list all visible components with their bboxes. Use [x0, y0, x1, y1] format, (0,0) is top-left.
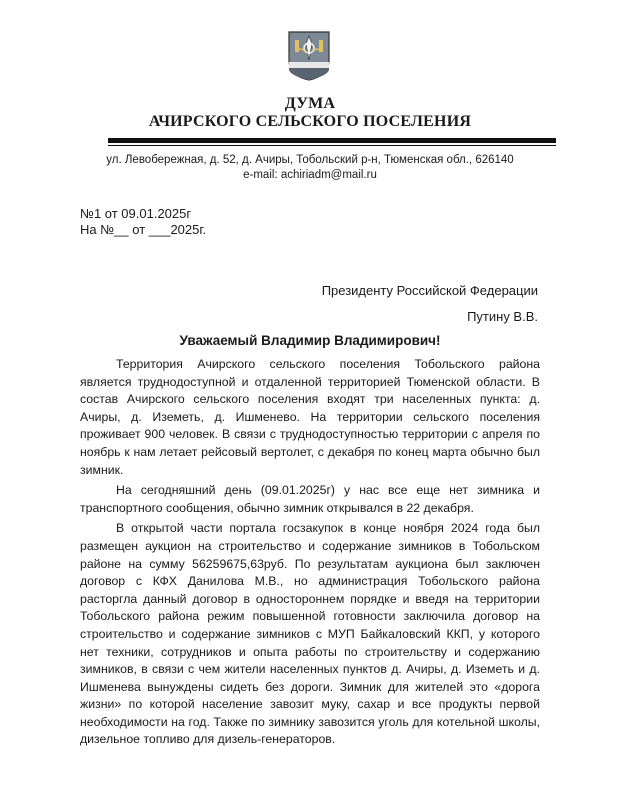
- letter-body: [80, 356, 540, 752]
- recipient-name: Путину В.В.: [467, 309, 538, 324]
- paragraph: Территория Ачирского сельского поселения Тобольского района является труднодоступной и отдаленной территорией Тюменской области. В состав Ачирского сельского поселения входят три населенных пункта: д. Ачиры, д. Иземеть, д. Ишменево. На территории сельского поселения проживает 900 человек. В связи с труднодоступностью территории с апреля по ноябрь к нам летает рейсовый вертолет, с декабря по конец марта обычно был зимник.: [80, 357, 540, 477]
- org-subtitle: АЧИРСКОГО СЕЛЬСКОГО ПОСЕЛЕНИЯ: [148, 113, 472, 130]
- org-title: ДУМА: [284, 95, 336, 112]
- salutation: Уважаемый Владимир Владимирович!: [179, 333, 441, 348]
- outgoing-reference: №1 от 09.01.2025г: [80, 206, 192, 221]
- header-divider-thick: [108, 138, 556, 143]
- email: e-mail: achiriadm@mail.ru: [243, 169, 377, 181]
- header-divider-thin: [108, 145, 556, 146]
- paragraph: В открытой части портала госзакупок в конце ноября 2024 года был размещен аукцион на строительство и содержание зимников в Тобольском районе на сумму 56259675,63руб. По результатам аукциона был заключен договор с КФХ Данилова М.В., но администрация Тобольского района расторгла данный договор в одностороннем порядке и введя на территории Тобольского района режим повышенной готовности заключила договор на строительство и содержание зимников с МУП Байкаловский ККП, у которого нет техники, сотрудников и опыта работы по строительству и содержанию зимников, в связи с чем жители населенных пунктов д. Ачиры, д. Иземеть и д. Ишменева вынуждены сидеть без дороги. Зимник для жителей это «дорога жизни» по которой население завозит муку, сахар и все продукты первой необходимости на год. Также по зимнику завозится уголь для котельной школы, дизельное топливо для дизель-генераторов.: [80, 521, 540, 747]
- incoming-reference: На №__ от ___2025г.: [80, 222, 207, 237]
- coat-of-arms-icon: [287, 30, 331, 82]
- paragraph: На сегодняшний день (09.01.2025г) у нас все еще нет зимника и транспортного сообщения, обычно зимник открывался в 22 декабря.: [80, 483, 540, 515]
- address: ул. Левобережная, д. 52, д. Ачиры, Тобольский р-н, Тюменская обл., 626140: [106, 154, 514, 166]
- recipient-title: Президенту Российской Федерации: [321, 283, 538, 298]
